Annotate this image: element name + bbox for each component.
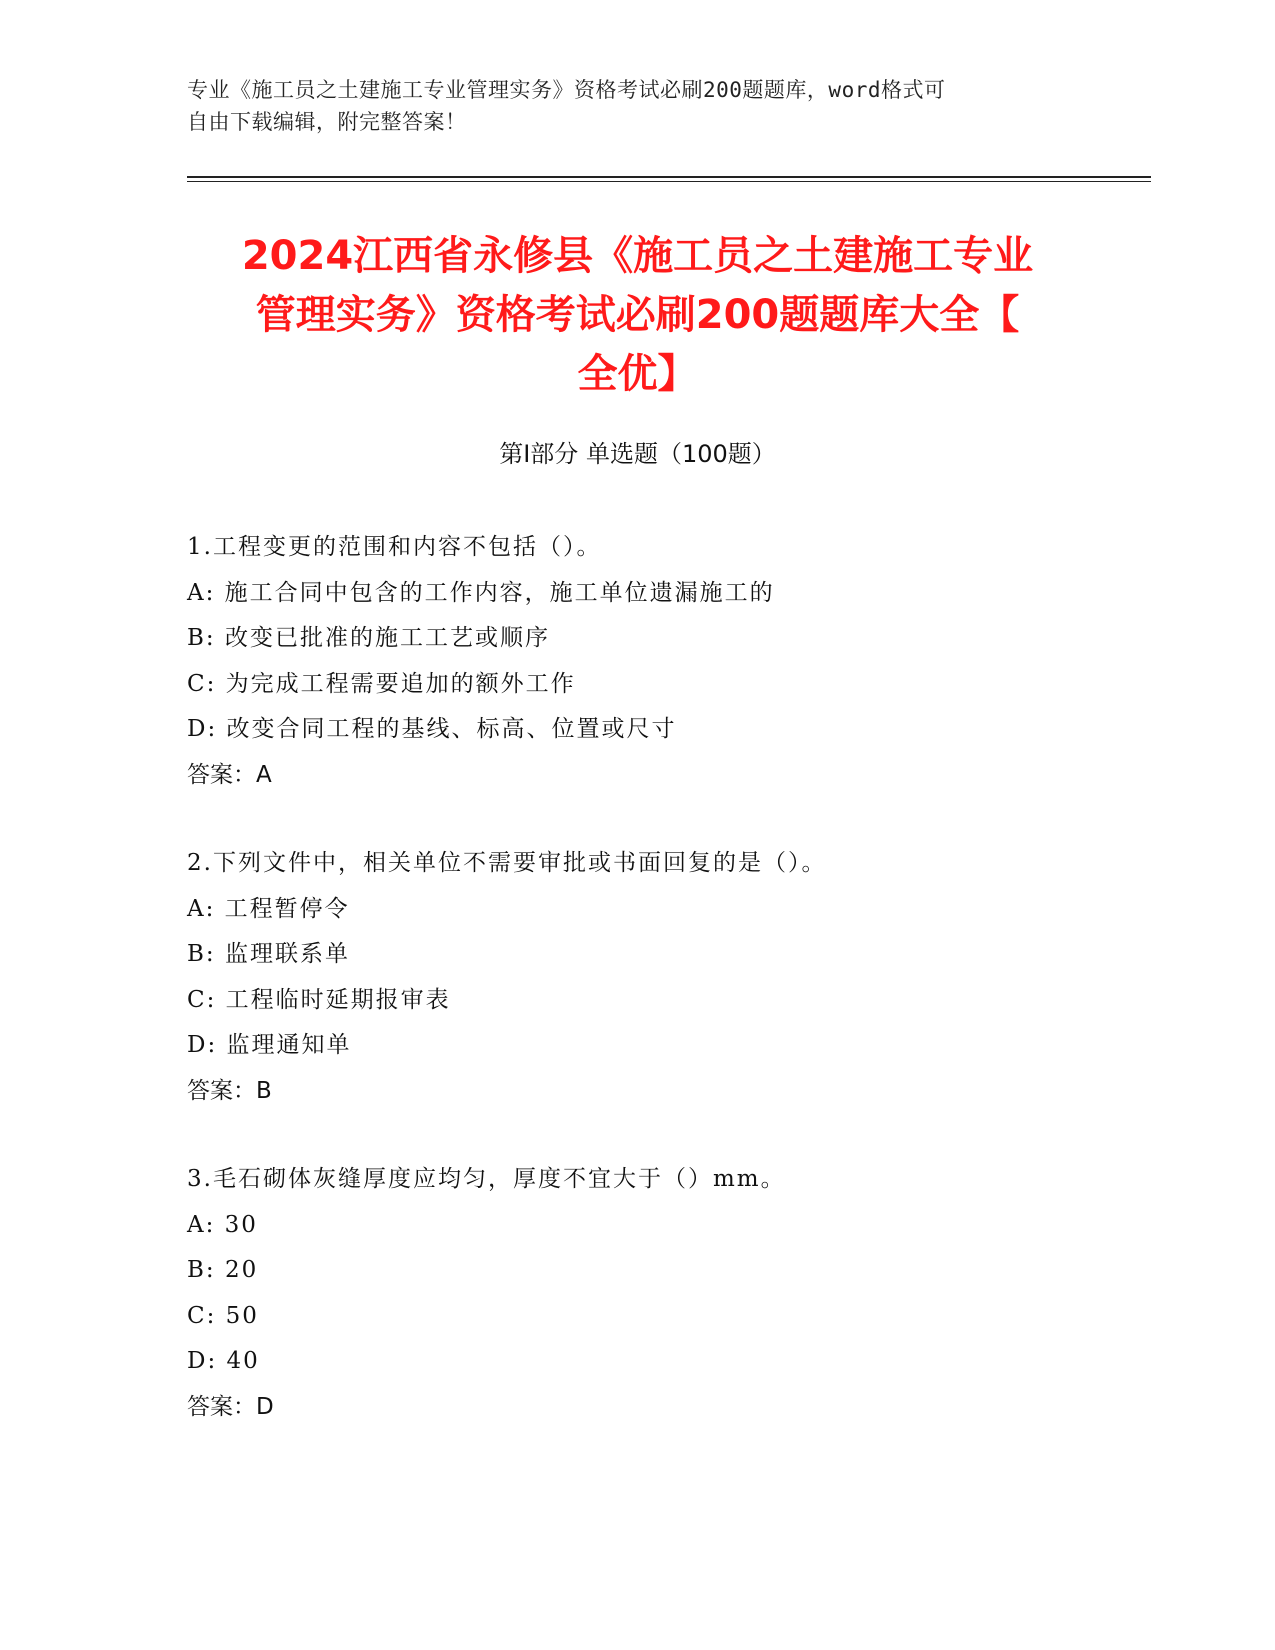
option-d: D: 40 [187,1348,260,1374]
question-3 [187,1157,1147,1430]
option-a: A: 工程暂停令 [187,895,350,922]
header-divider-thin [187,181,1151,182]
question-2 [187,841,1147,1114]
document-title [150,227,1125,404]
question-stem: 1.工程变更的范围和内容不包括（）。 [187,534,602,560]
option-b: B: 改变已批准的施工工艺或顺序 [187,625,550,651]
option-a: A: 施工合同中包含的工作内容，施工单位遗漏施工的 [187,579,775,606]
document-title-line-1: 2024江西省永修县《施工员之土建施工专业 [241,233,1034,279]
question-stem: 3.毛石砌体灰缝厚度应均匀，厚度不宜大于（）mm。 [187,1166,786,1192]
header-divider-thick [187,176,1151,178]
option-b: B: 监理联系单 [187,941,350,967]
header-note [187,74,1067,138]
document-title-line-3: 全优】 [577,351,698,397]
option-c: C: 工程临时延期报审表 [187,986,451,1013]
option-d: D: 监理通知单 [187,1032,352,1058]
answer: 答案：A [187,761,272,788]
question-stem: 2.下列文件中，相关单位不需要审批或书面回复的是（）。 [187,850,827,876]
option-a: A: 30 [187,1211,258,1238]
section-heading: 第I部分 单选题（100题） [499,440,776,468]
answer: 答案：D [187,1393,274,1420]
option-d: D: 改变合同工程的基线、标高、位置或尺寸 [187,716,677,742]
document-title-line-2: 管理实务》资格考试必刷200题题库大全【 [255,292,1020,338]
option-c: C: 为完成工程需要追加的额外工作 [187,670,576,697]
question-1 [187,525,1147,798]
option-b: B: 20 [187,1257,259,1283]
header-note-line-2: 自由下载编辑，附完整答案！ [187,110,467,134]
option-c: C: 50 [187,1302,259,1329]
question-list [187,525,1147,1473]
header-note-line-1: 专业《施工员之土建施工专业管理实务》资格考试必刷200题题库，word格式可 [187,78,946,102]
answer: 答案：B [187,1077,272,1104]
